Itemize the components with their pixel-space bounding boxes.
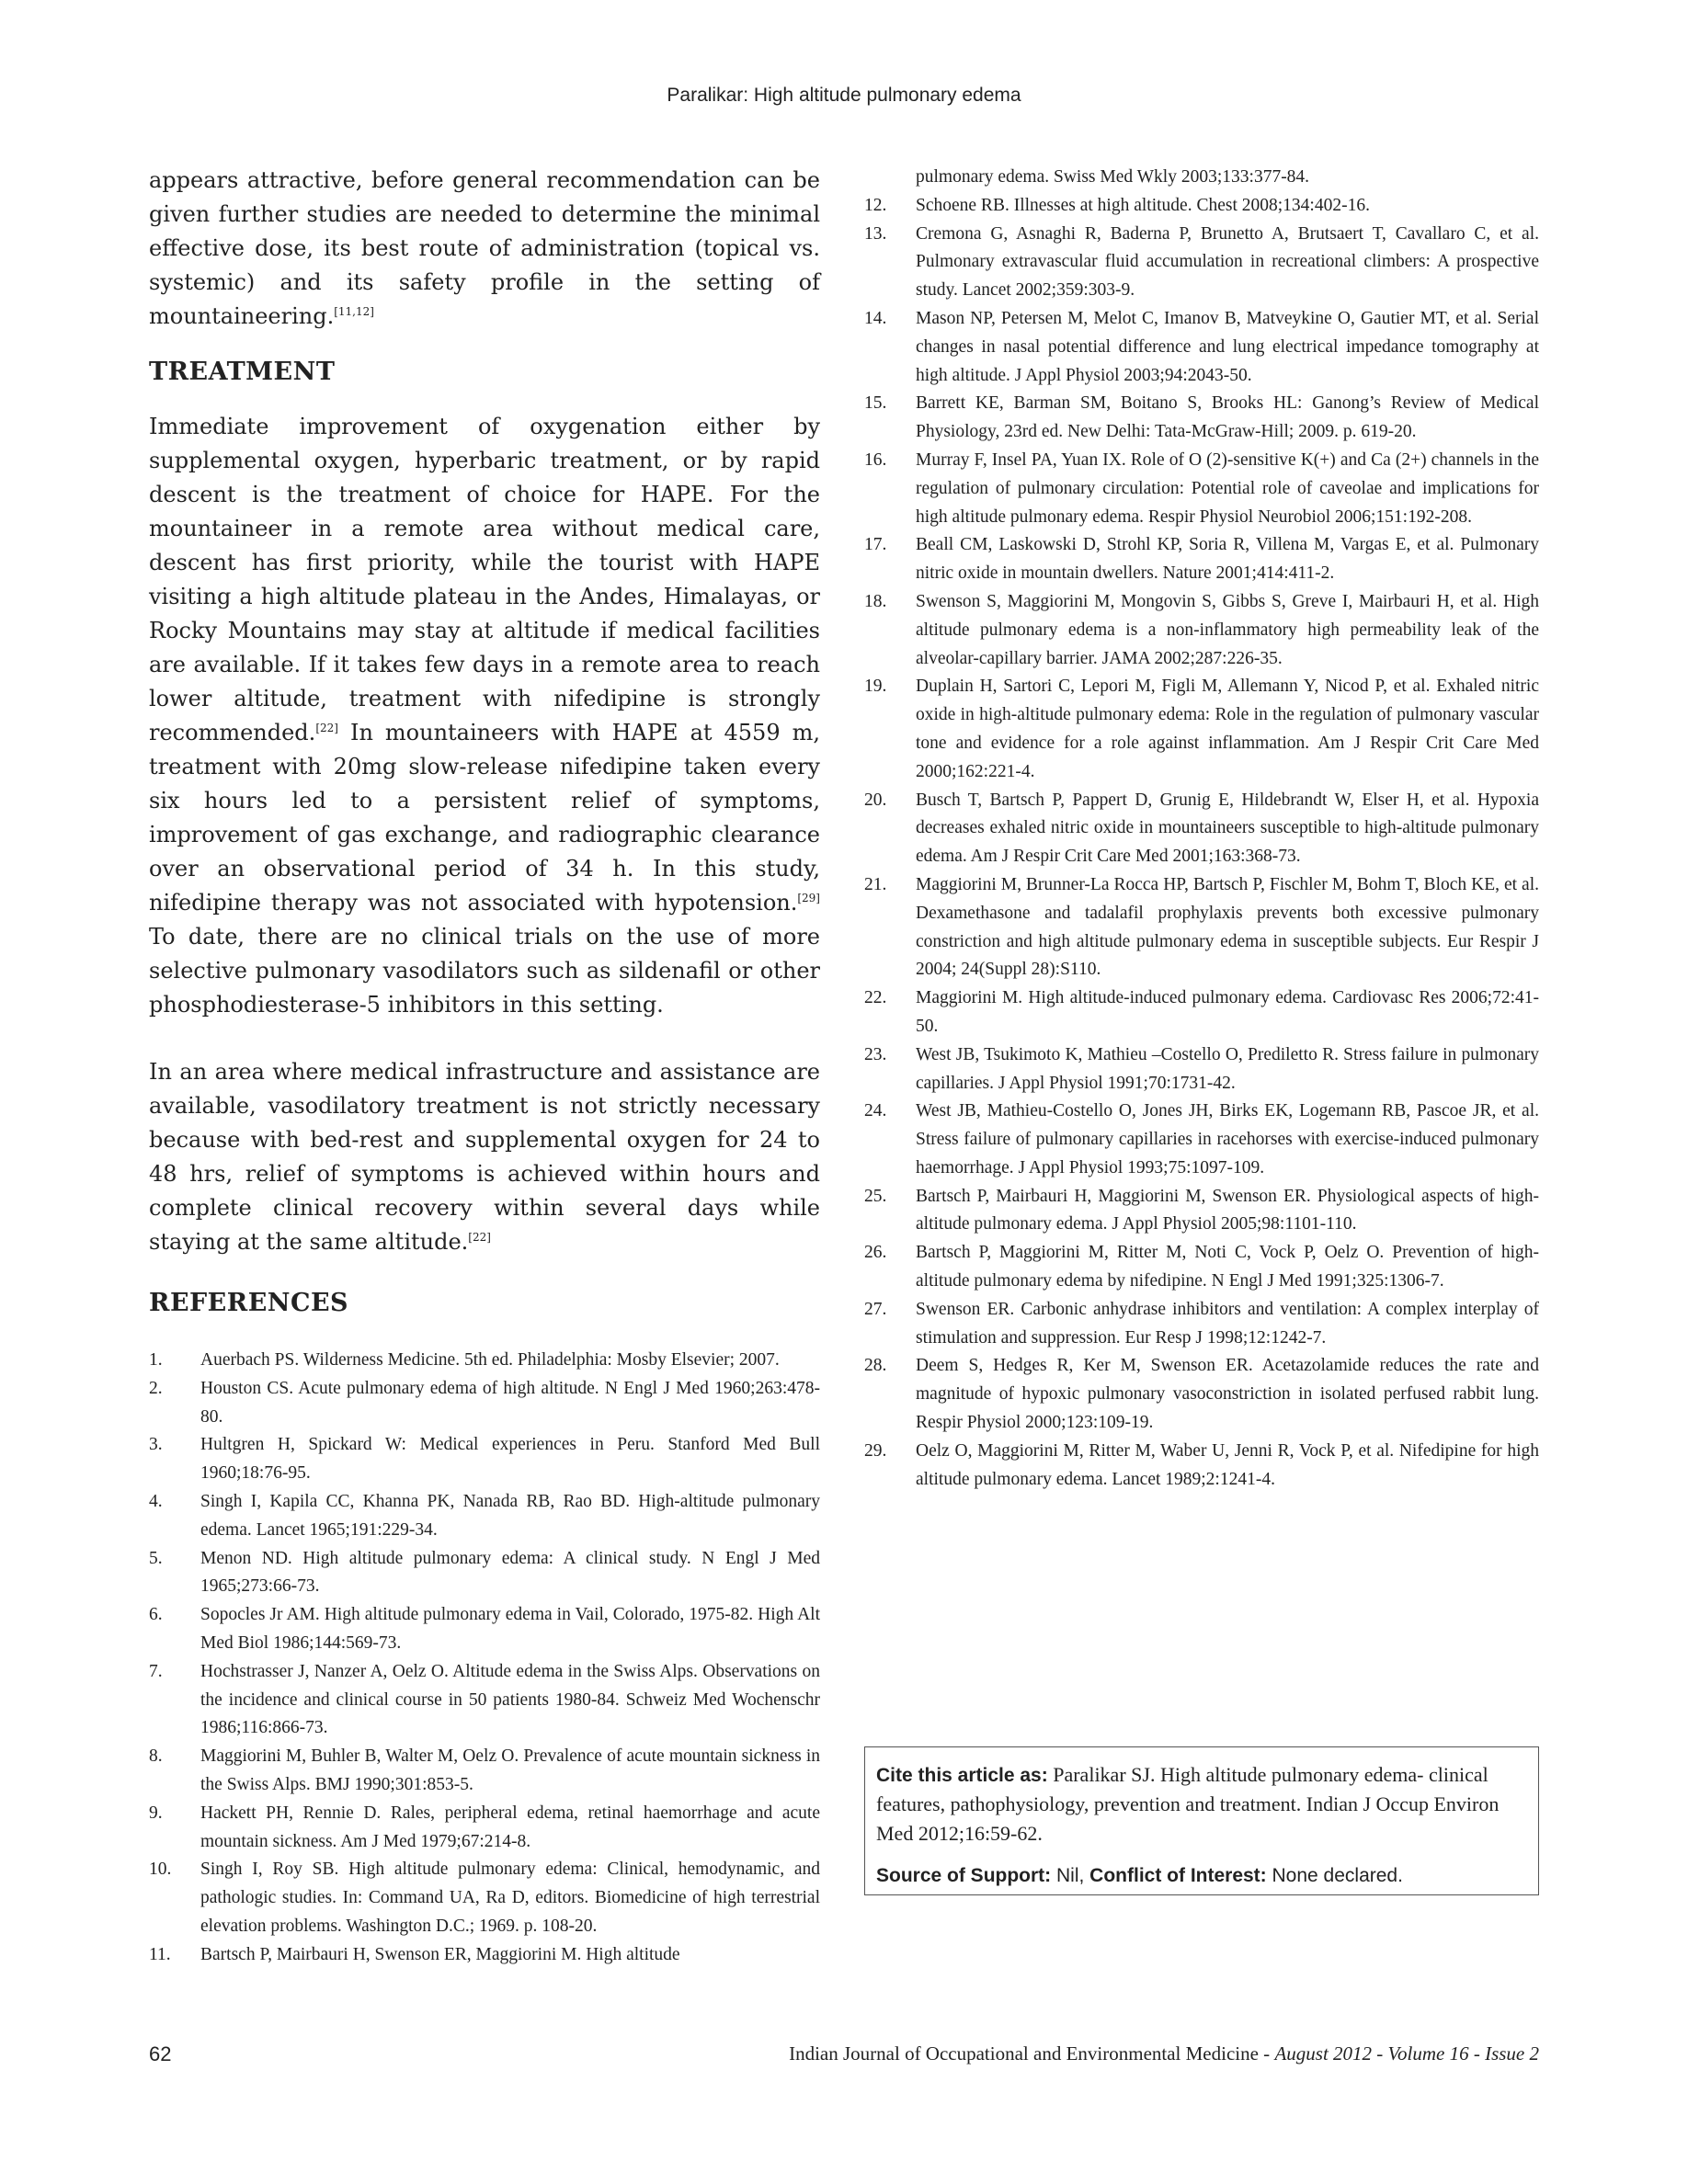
reference-item xyxy=(864,1296,1539,1353)
reference-text: Deem S, Hedges R, Ker M, Swenson ER. Acetazolamide reduces the rate and magnitude of hypoxic pulmonary vasoconstriction in isolated perfused rabbit lung. Respir Physiol 2000;123:109-19. xyxy=(916,1356,1539,1433)
reference-number: 6. xyxy=(149,1605,163,1625)
page-number: 62 xyxy=(149,2042,172,2065)
reference-text: Hultgren H, Spickard W: Medical experiences in Peru. Stanford Med Bull 1960;18:76-95. xyxy=(200,1435,820,1484)
reference-number: 18. xyxy=(864,591,887,611)
reference-item xyxy=(149,1941,820,1970)
right-column xyxy=(864,164,1539,1494)
reference-item xyxy=(864,1239,1539,1296)
reference-text: Maggiorini M, Brunner-La Rocca HP, Bartsch P, Fischler M, Bohm T, Bloch KE, et al. Dexamethasone and tadalafil prophylaxis prevents both excessive pulmonary constriction and high altitude pulmonary edema in susceptible subjects. Eur Respir J 2004; 24(Suppl 28):S110. xyxy=(916,874,1539,980)
reference-number: 2. xyxy=(149,1378,163,1398)
conflict-label: Conflict of Interest: xyxy=(1089,1865,1267,1886)
reference-list-left xyxy=(149,1347,820,1970)
reference-text: Barrett KE, Barman SM, Boitano S, Brooks HL: Ganong’s Review of Medical Physiology, 23rd ed. New Delhi: Tata-McGraw-Hill; 2009. p. 619-20. xyxy=(916,393,1539,442)
cite-text: Paralikar SJ. High altitude pulmonary edema- clinical features, pathophysiology, prevention and treatment. Indian J Occup Environ Med 2012;16:59-62. xyxy=(876,1763,1500,1845)
reference-number: 24. xyxy=(864,1101,887,1121)
reference-item xyxy=(864,531,1539,588)
cite-label: Cite this article as: xyxy=(876,1765,1048,1786)
journal-footer xyxy=(789,2042,1539,2065)
reference-text: Maggiorini M, Buhler B, Walter M, Oelz O. Prevalence of acute mountain sickness in the Swiss Alps. BMJ 1990;301:853-5. xyxy=(200,1746,820,1794)
reference-number: 4. xyxy=(149,1491,163,1511)
running-head: Paralikar: High altitude pulmonary edema xyxy=(667,85,1021,106)
support-value: Nil, xyxy=(1051,1865,1090,1886)
treatment-paragraph-1 xyxy=(149,410,820,1022)
citation-superscript: [22] xyxy=(468,1231,491,1244)
reference-text: Murray F, Insel PA, Yuan IX. Role of O (2)-sensitive K(+) and Ca (2+) channels in the regulation of pulmonary circulation: Potential role of caveolae and implications for high altitude pulmonary edema. Respir Physiol Neurobiol 2006;151:192-208. xyxy=(916,449,1539,527)
reference-item xyxy=(149,1375,820,1432)
reference-item xyxy=(149,1431,820,1488)
reference-number: 3. xyxy=(149,1435,163,1455)
reference-list-right xyxy=(864,164,1539,1494)
reference-text: Hackett PH, Rennie D. Rales, peripheral edema, retinal haemorrhage and acute mountain sickness. Am J Med 1979;67:214-8. xyxy=(200,1803,820,1851)
reference-number: 16. xyxy=(864,449,887,470)
reference-text: Cremona G, Asnaghi R, Baderna P, Brunetto A, Brutsaert T, Cavallaro C, et al. Pulmonary extravascular fluid accumulation in recreational climbers: A prospective study. Lancet 2002;359:303-9. xyxy=(916,223,1539,301)
reference-number: 25. xyxy=(864,1186,887,1206)
reference-number: 21. xyxy=(864,874,887,894)
reference-number: 19. xyxy=(864,677,887,697)
reference-item xyxy=(864,1352,1539,1437)
reference-item xyxy=(149,1545,820,1602)
reference-text: Sopocles Jr AM. High altitude pulmonary edema in Vail, Colorado, 1975-82. High Alt Med Biol 1986;144:569-73. xyxy=(200,1605,820,1653)
intro-text: appears attractive, before general recommendation can be given further studies are needed to determine the minimal effective dose, its best route of administration (topical vs. systemic) and its safety profile in the setting of mountaineering. xyxy=(149,167,820,329)
reference-text: Bartsch P, Mairbauri H, Maggiorini M, Swenson ER. Physiological aspects of high-altitude pulmonary edema. J Appl Physiol 2005;98:1101-110. xyxy=(916,1186,1539,1234)
reference-text: Menon ND. High altitude pulmonary edema: A clinical study. N Engl J Med 1965;273:66-73. xyxy=(200,1548,820,1597)
journal-name: Indian Journal of Occupational and Environmental Medicine - xyxy=(789,2042,1275,2065)
reference-number: 29. xyxy=(864,1440,887,1461)
references-heading: REFERENCES xyxy=(149,1289,349,1317)
reference-number xyxy=(864,164,916,192)
reference-text: Singh I, Kapila CC, Khanna PK, Nanada RB, Rao BD. High-altitude pulmonary edema. Lancet 1965;191:229-34. xyxy=(200,1491,820,1540)
treatment-text-d: In an area where medical infrastructure and assistance are available, vasodilatory treatment is not strictly necessary because with bed-rest and supplemental oxygen for 24 to 48 hrs, relief of symptoms is achieved within hours and complete clinical recovery within several days while staying at the same altitude. xyxy=(149,1059,820,1255)
reference-item xyxy=(864,1098,1539,1182)
citation-superscript: [11,12] xyxy=(334,305,374,318)
reference-text: Bartsch P, Maggiorini M, Ritter M, Noti C, Vock P, Oelz O. Prevention of high-altitude pulmonary edema by nifedipine. N Engl J Med 1991;325:1306-7. xyxy=(916,1243,1539,1291)
reference-number: 14. xyxy=(864,308,887,328)
reference-text: Bartsch P, Mairbauri H, Swenson ER, Maggiorini M. High altitude xyxy=(200,1944,680,1964)
reference-item xyxy=(864,787,1539,871)
treatment-heading: TREATMENT xyxy=(149,358,336,386)
journal-issue: August 2012 - Volume 16 - Issue 2 xyxy=(1274,2042,1539,2065)
reference-text: Busch T, Bartsch P, Pappert D, Grunig E, Hildebrandt W, Elser H, et al. Hypoxia decreases exhaled nitric oxide in mountaineers susceptible to high-altitude pulmonary edema. Am J Respir Crit Care Med 2001;163:368-73. xyxy=(916,790,1539,867)
treatment-text-a: Immediate improvement of oxygenation either by supplemental oxygen, hyperbaric treatment, or by rapid descent is the treatment of choice for HAPE. For the mountaineer in a remote area without medical care, descent has first priority, while the tourist with HAPE visiting a high altitude plateau in the Andes, Himalayas, or Rocky Mountains may stay at altitude if medical facilities are available. If it takes few days in a remote area to reach lower altitude, treatment with nifedipine is strongly recommended. xyxy=(149,414,820,745)
reference-text: Swenson ER. Carbonic anhydrase inhibitors and ventilation: A complex interplay of stimulation and suppression. Eur Resp J 1998;12:1242-7. xyxy=(916,1299,1539,1348)
treatment-paragraph-2 xyxy=(149,1055,820,1259)
reference-number: 12. xyxy=(864,195,887,215)
reference-text: Duplain H, Sartori C, Lepori M, Figli M, Allemann Y, Nicod P, et al. Exhaled nitric oxide in high-altitude pulmonary edema: Role in the regulation of pulmonary vascular tone and evidence for a role against inflammation. Am J Respir Crit Care Med 2000;162:221-4. xyxy=(916,677,1539,781)
reference-number: 15. xyxy=(864,393,887,414)
reference-number: 20. xyxy=(864,790,887,810)
reference-text: Singh I, Roy SB. High altitude pulmonary edema: Clinical, hemodynamic, and pathologic studies. In: Command UA, Ra D, editors. Biomedicine of high terrestrial elevation problems. Washington D.C.; 1969. p. 108-20. xyxy=(200,1860,820,1936)
reference-number: 7. xyxy=(149,1661,163,1681)
reference-item xyxy=(864,192,1539,221)
reference-text: Auerbach PS. Wilderness Medicine. 5th ed. Philadelphia: Mosby Elsevier; 2007. xyxy=(200,1350,780,1370)
citation-superscript: [29] xyxy=(797,892,820,904)
reference-number: 27. xyxy=(864,1299,887,1319)
reference-item xyxy=(864,588,1539,673)
reference-number: 8. xyxy=(149,1746,163,1767)
reference-item xyxy=(864,1183,1539,1240)
reference-text: Schoene RB. Illnesses at high altitude. Chest 2008;134:402-16. xyxy=(916,195,1370,215)
reference-text: Beall CM, Laskowski D, Strohl KP, Soria R, Villena M, Vargas E, et al. Pulmonary nitric oxide in mountain dwellers. Nature 2001;414:411-2. xyxy=(916,535,1539,584)
reference-item xyxy=(864,1438,1539,1495)
reference-number: 26. xyxy=(864,1243,887,1263)
reference-item xyxy=(864,305,1539,390)
reference-text: Hochstrasser J, Nanzer A, Oelz O. Altitude edema in the Swiss Alps. Observations on the incidence and clinical course in 50 patients 1980-84. Schweiz Med Wochenschr 1986;116:866-73. xyxy=(200,1661,820,1738)
reference-number: 28. xyxy=(864,1356,887,1376)
support-line xyxy=(876,1861,1527,1890)
reference-item xyxy=(864,984,1539,1041)
reference-item xyxy=(149,1856,820,1940)
reference-item xyxy=(149,1488,820,1545)
cite-article xyxy=(876,1760,1527,1848)
reference-item xyxy=(864,221,1539,305)
reference-item xyxy=(149,1800,820,1857)
reference-item xyxy=(864,673,1539,786)
reference-number: 17. xyxy=(864,535,887,555)
reference-text: Houston CS. Acute pulmonary edema of high altitude. N Engl J Med 1960;263:478-80. xyxy=(200,1378,820,1427)
reference-text: pulmonary edema. Swiss Med Wkly 2003;133:377-84. xyxy=(916,167,1310,187)
reference-item xyxy=(864,871,1539,984)
intro-paragraph xyxy=(149,164,820,334)
reference-number: 5. xyxy=(149,1548,163,1568)
reference-number: 22. xyxy=(864,988,887,1008)
conflict-value: None declared. xyxy=(1266,1865,1403,1886)
citation-superscript: [22] xyxy=(315,722,338,734)
reference-number: 11. xyxy=(149,1944,171,1964)
citation-box xyxy=(864,1746,1539,1895)
reference-item xyxy=(149,1743,820,1800)
reference-text: Mason NP, Petersen M, Melot C, Imanov B, Matveykine O, Gautier MT, et al. Serial changes in nasal potential difference and lung electrical impedance tomography at high altitude. J Appl Physiol 2003;94:2043-50. xyxy=(916,308,1539,385)
reference-item xyxy=(149,1658,820,1743)
reference-item xyxy=(864,164,1539,192)
reference-text: West JB, Mathieu-Costello O, Jones JH, Birks EK, Logemann RB, Pascoe JR, et al. Stress failure of pulmonary capillaries in racehorses with exercise-induced pulmonary haemorrhage. J Appl Physiol 1993;75:1097-109. xyxy=(916,1101,1539,1177)
left-column xyxy=(149,164,820,1970)
reference-item xyxy=(149,1347,820,1375)
reference-text: Swenson S, Maggiorini M, Mongovin S, Gibbs S, Greve I, Mairbauri H, et al. High altitude pulmonary edema is a non-inflammatory high permeability leak of the alveolar-capillary barrier. JAMA 2002;287:226-35. xyxy=(916,591,1539,668)
support-label: Source of Support: xyxy=(876,1865,1052,1886)
reference-text: Maggiorini M. High altitude-induced pulmonary edema. Cardiovasc Res 2006;72:41-50. xyxy=(916,988,1539,1036)
reference-number: 10. xyxy=(149,1860,172,1880)
reference-text: Oelz O, Maggiorini M, Ritter M, Waber U, Jenni R, Vock P, et al. Nifedipine for high altitude pulmonary edema. Lancet 1989;2:1241-4. xyxy=(916,1440,1539,1489)
reference-text: West JB, Tsukimoto K, Mathieu –Costello O, Prediletto R. Stress failure in pulmonary capillaries. J Appl Physiol 1991;70:1731-42. xyxy=(916,1044,1539,1093)
reference-item xyxy=(864,1041,1539,1098)
reference-number: 9. xyxy=(149,1803,163,1823)
reference-item xyxy=(864,390,1539,447)
treatment-text-b: In mountaineers with HAPE at 4559 m, treatment with 20mg slow-release nifedipine taken every six hours led to a persistent relief of symptoms, improvement of gas exchange, and radiographic clearance over an observational period of 34 h. In this study, nifedipine therapy was not associated with hypotension. xyxy=(149,720,820,916)
reference-item xyxy=(864,447,1539,531)
treatment-text-c: To date, there are no clinical trials on the use of more selective pulmonary vasodilators such as sildenafil or other phosphodiesterase-5 inhibitors in this setting. xyxy=(149,924,820,1018)
reference-number: 13. xyxy=(864,223,887,244)
reference-item xyxy=(149,1601,820,1658)
reference-number: 1. xyxy=(149,1350,163,1370)
reference-number: 23. xyxy=(864,1044,887,1064)
